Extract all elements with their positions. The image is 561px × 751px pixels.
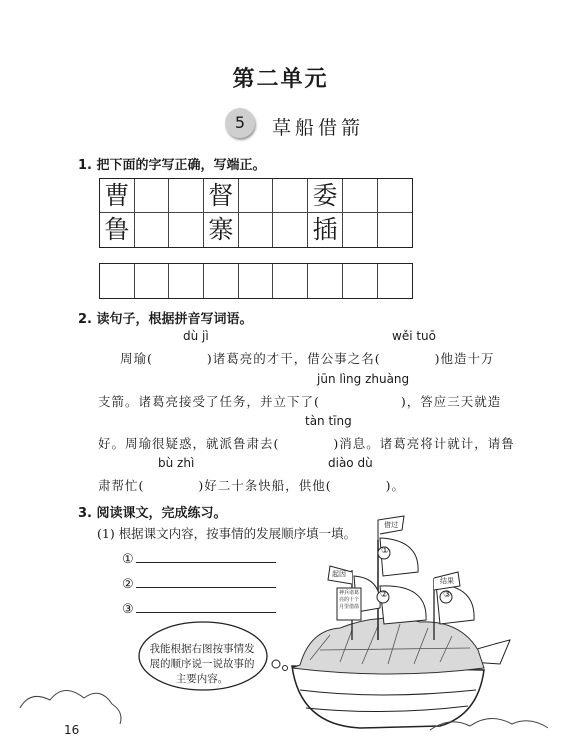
pinyin-tanting: tàn tīng — [305, 414, 352, 428]
lesson-number-badge: 5 — [225, 108, 255, 138]
unit-title: 第二单元 — [232, 67, 329, 92]
banner-label: 神兵诸葛亮的十个月里借箭 — [339, 590, 360, 610]
sail-3 — [436, 584, 474, 624]
pinyin-weituo: wěi tuō — [392, 329, 436, 343]
question-1-title: 1. 把下面的字写正确，写端正。 — [78, 158, 266, 173]
pinyin-diaodu: diào dù — [328, 456, 373, 470]
pinyin-junling: jūn lìng zhuàng — [317, 372, 410, 386]
flag-right-label: 结果 — [440, 577, 454, 585]
sail-mark-1: ① — [381, 546, 390, 556]
boat-hull — [292, 666, 484, 728]
grid-cell: 督 — [204, 179, 239, 213]
question-3-sub-1: (1) 根据课文内容，按事情的发展顺序填一填。 — [97, 526, 357, 541]
grid-cell: 寨 — [204, 213, 239, 247]
circle-number-2: ② — [122, 577, 134, 592]
grid-cell: 鲁 — [100, 213, 135, 247]
sentence-line-1: 周瑜( )诸葛亮的才干，借公事之名( )他造十万 — [120, 351, 495, 366]
thought-bubble-dot — [283, 666, 288, 671]
corner-cloud-decoration — [20, 690, 121, 724]
pinyin-duji: dù jì — [183, 329, 209, 343]
flag-left-label: 起因 — [332, 570, 346, 578]
sail-mark-3: ③ — [443, 590, 452, 600]
sail-mark-2: ② — [380, 590, 389, 600]
thought-bubble-dot — [272, 660, 280, 668]
thought-bubble-text: 我能根据右图按事情发展的顺序说一说故事的主要内容。 — [149, 643, 255, 685]
grid-cell: 曹 — [100, 179, 135, 213]
page-number: 16 — [64, 723, 80, 737]
circle-number-1: ① — [122, 552, 134, 567]
sentence-line-4: 肃帮忙( )好二十条快船，供他( )。 — [98, 478, 406, 493]
circle-number-3: ③ — [122, 602, 134, 617]
lesson-title: 草船借箭 — [272, 117, 365, 139]
sentence-line-3: 好。周瑜很疑惑，就派鲁肃去( )消息。诸葛亮将计就计，请鲁 — [98, 436, 515, 451]
flag-top-label: 借过 — [384, 521, 398, 529]
question-3-title: 3. 阅读课文，完成练习。 — [78, 506, 227, 521]
pinyin-buzhi: bù zhì — [158, 456, 195, 470]
question-2-title: 2. 读句子，根据拼音写词语。 — [78, 312, 253, 327]
sentence-line-2: 支箭。诸葛亮接受了任务，并立下了( )，答应三天就造 — [98, 394, 502, 409]
grid-cell: 委 — [308, 179, 343, 213]
grid-cell: 插 — [308, 213, 343, 247]
